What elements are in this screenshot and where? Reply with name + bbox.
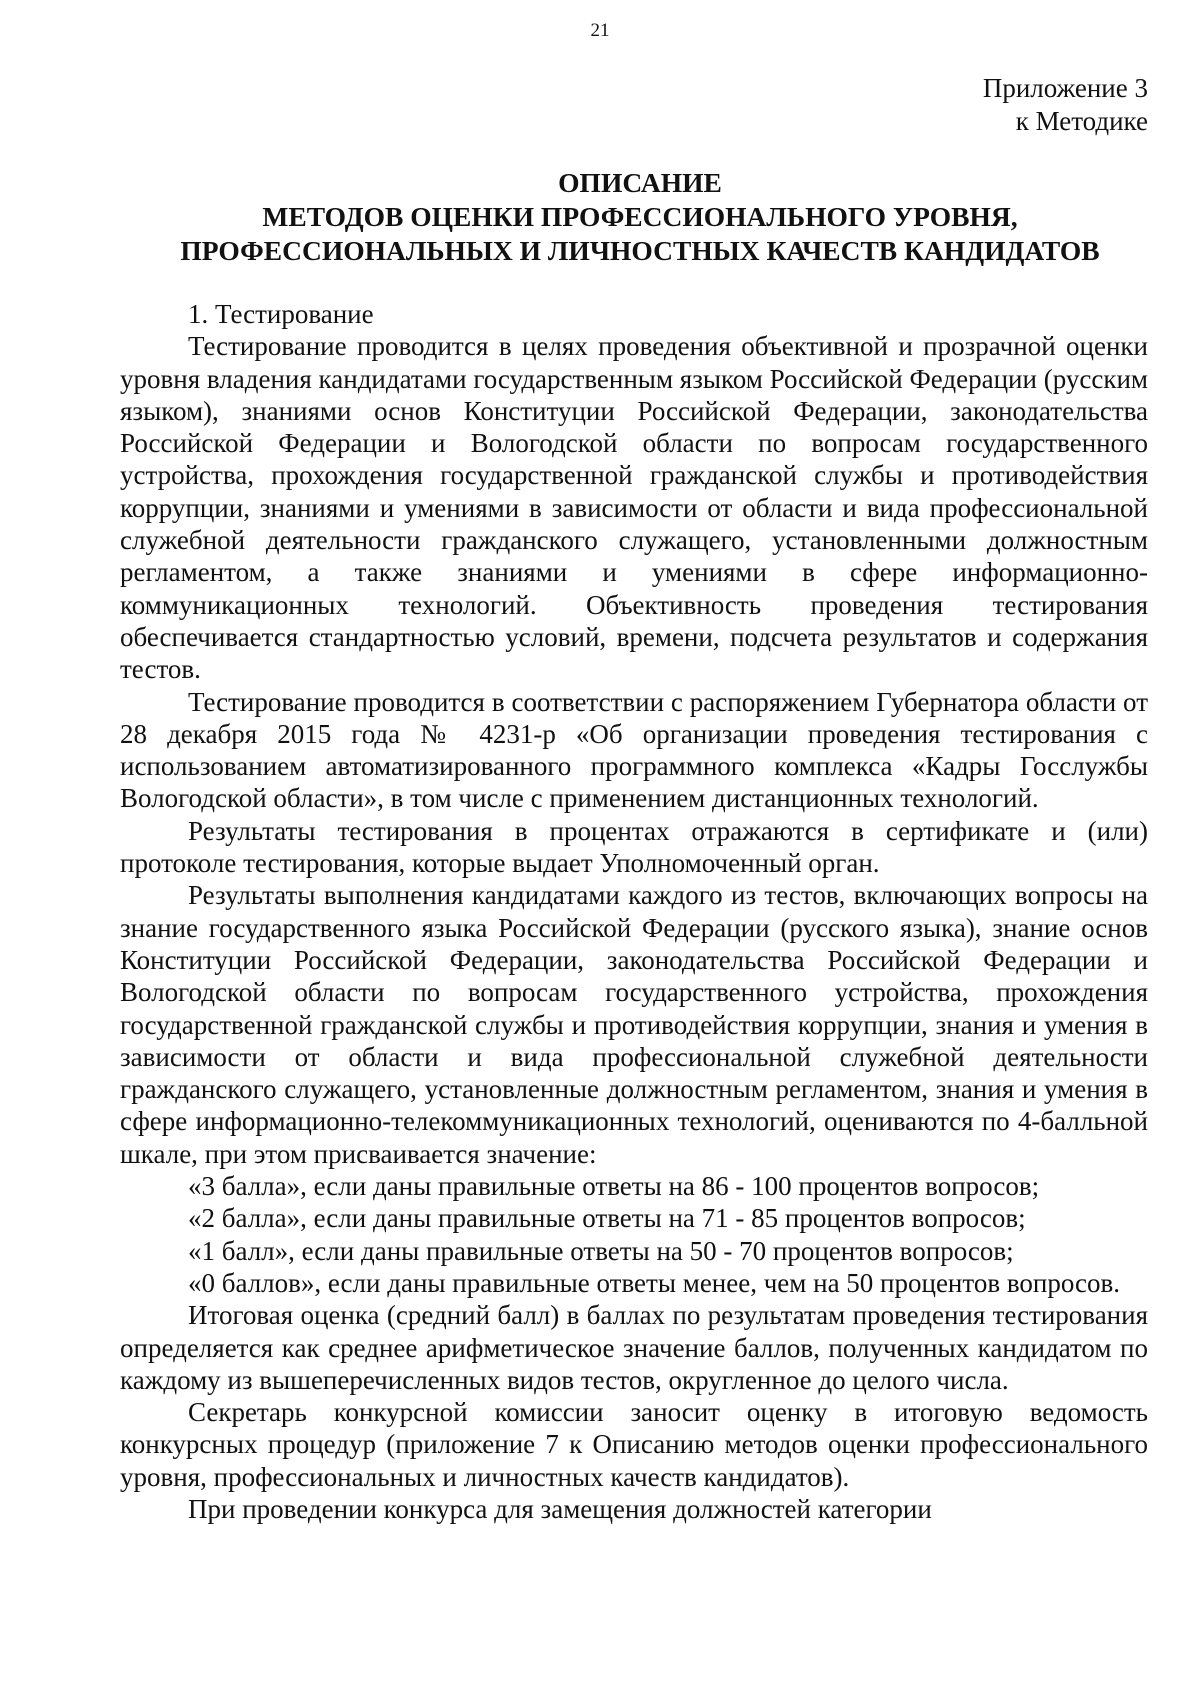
title-line-1: ОПИСАНИЕ: [558, 167, 722, 198]
title-line-2: МЕТОДОВ ОЦЕНКИ ПРОФЕССИОНАЛЬНОГО УРОВНЯ,: [262, 201, 1018, 232]
paragraph-testing-purpose: Тестирование проводится в целях проведения объективной и прозрачной оценки уровня владения кандидатами государственным языком Российской Федерации (русским языком), знаниями основ Конституции Российской Федерации, законодательства Российской Федерации и Вологодской области по вопросам государственного устройства, прохождения государственной гражданской службы и противодействия коррупции, знаниями и умениями в зависимости от области и вида профессиональной служебной деятельности гражданского служащего, установленными должностным регламентом, а также знаниями и умениями в сфере информационно-коммуникационных технологий. Объективность проведения тестирования обеспечивается стандартностью условий, времени, подсчета результатов и содержания тестов.: [120, 331, 1148, 685]
score-item-0: «0 баллов», если даны правильные ответы менее, чем на 50 процентов вопросов.: [188, 1267, 1120, 1298]
paragraph-competition: При проведении конкурса для замещения должностей категории: [188, 1493, 932, 1524]
appendix-reference: [983, 72, 1148, 138]
score-item-1: «1 балл», если даны правильные ответы на 50 - 70 процентов вопросов;: [188, 1235, 1014, 1266]
score-item-2: «2 балла», если даны правильные ответы на 71 - 85 процентов вопросов;: [188, 1203, 1026, 1234]
appendix-line-2: к Методике: [1015, 106, 1148, 136]
document-title: [120, 166, 1160, 268]
paragraph-secretary: Секретарь конкурсной комиссии заносит оценку в итоговую ведомость конкурсных процедур (приложение 7 к Описанию методов оценки профессионального уровня, профессиональных и личностных качеств кандидатов).: [120, 1397, 1148, 1492]
page-number: 21: [590, 20, 610, 41]
score-item-3: «3 балла», если даны правильные ответы на 86 - 100 процентов вопросов;: [188, 1171, 1040, 1202]
paragraph-scoring-scale: Результаты выполнения кандидатами каждого из тестов, включающих вопросы на знание государственного языка Российской Федерации (русского языка), знание основ Конституции Российской Федерации, законодательства Российской Федерации и Вологодской области по вопросам государственного устройства, прохождения государственной гражданской службы и противодействия коррупции, знания и умения в зависимости от области и вида профессиональной служебной деятельности гражданского служащего, установленные должностным регламентом, знания и умения в сфере информационно-телекоммуникационных технологий, оцениваются по 4-балльной шкале, при этом присваивается значение:: [120, 880, 1148, 1169]
title-line-3: ПРОФЕССИОНАЛЬНЫХ И ЛИЧНОСТНЫХ КАЧЕСТВ КАНДИДАТОВ: [180, 235, 1100, 266]
paragraph-testing-order: Тестирование проводится в соответствии с распоряжением Губернатора области от 28 декабря 2015 года № 4231-р «Об организации проведения тестирования с использованием автоматизированного программного комплекса «Кадры Госслужбы Вологодской области», в том числе с применением дистанционных технологий.: [120, 686, 1148, 814]
section-heading-testing: 1. Тестирование: [188, 299, 374, 329]
paragraph-final-score: Итоговая оценка (средний балл) в баллах по результатам проведения тестирования определяется как среднее арифметическое значение баллов, полученных кандидатом по каждому из вышеперечисленных видов тестов, округленное до целого числа.: [120, 1300, 1148, 1395]
paragraph-testing-results: Результаты тестирования в процентах отражаются в сертификате и (или) протоколе тестирования, которые выдает Уполномоченный орган.: [120, 815, 1148, 879]
document-body: [120, 298, 1148, 1525]
appendix-line-1: Приложение 3: [982, 73, 1148, 103]
